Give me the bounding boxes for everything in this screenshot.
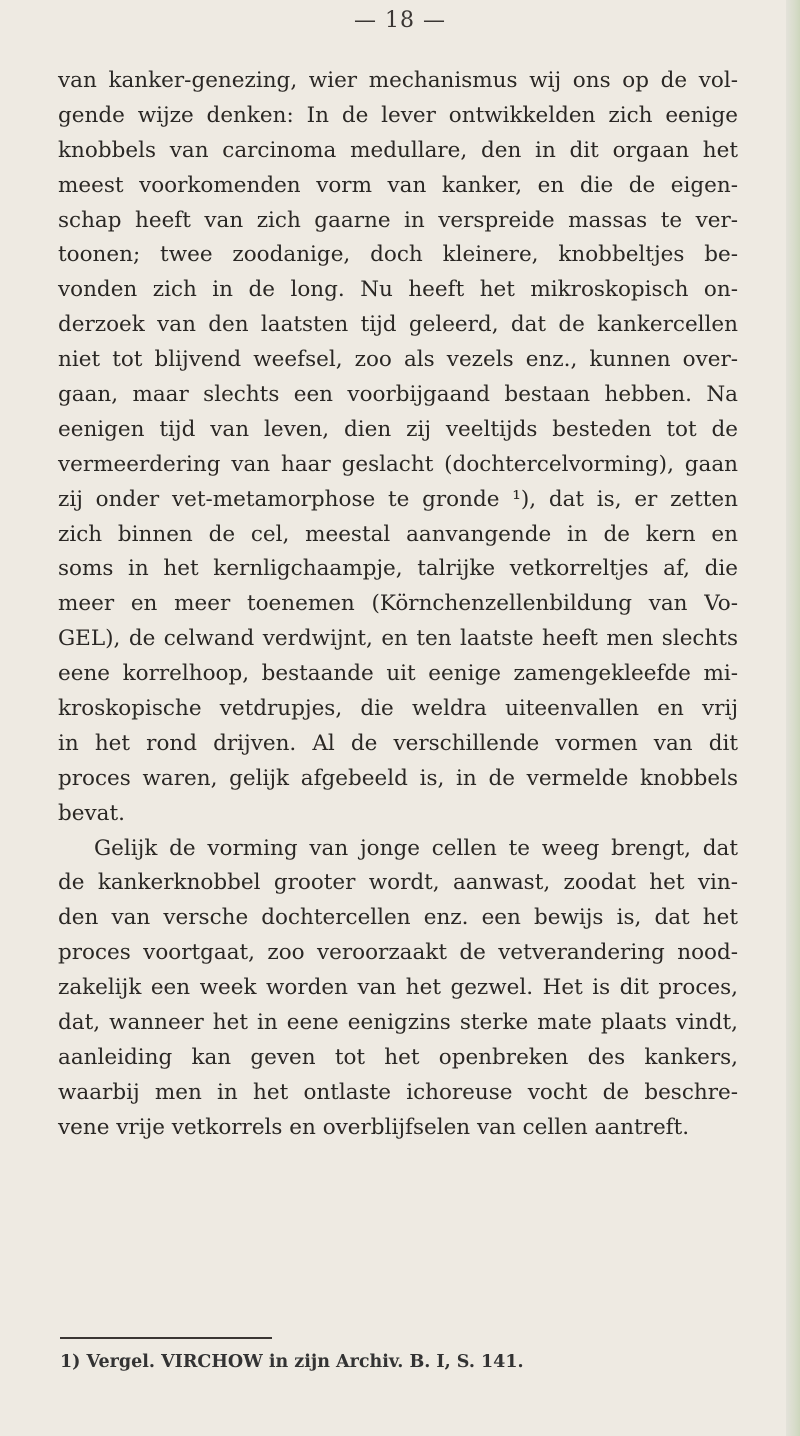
text-line: vene vrije vetkorrels en overblijfselen van cellen aantreft. <box>58 1114 690 1140</box>
text-line: zij onder vet-metamorphose te gronde ¹), dat is, er zetten <box>58 486 738 512</box>
text-line: Gelijk de vorming van jonge cellen te weeg brengt, dat <box>94 835 738 861</box>
text-line: eene korrelhoop, bestaande uit eenige zamengekleefde mi- <box>58 661 738 687</box>
text-line: proces waren, gelijk afgebeeld is, in de vermelde knobbels <box>58 765 738 791</box>
body-text <box>58 64 738 1146</box>
text-line: zakelijk een week worden van het gezwel. Het is dit proces, <box>58 975 738 1001</box>
text-line: bevat. <box>58 800 125 826</box>
footnote-divider <box>60 1337 272 1339</box>
text-line: meer en meer toenemen (Körnchenzellenbildung van Vo- <box>58 591 738 617</box>
page-edge <box>786 0 800 1436</box>
text-line: vermeerdering van haar geslacht (dochtercelvorming), gaan <box>58 451 738 477</box>
text-line: van kanker-genezing, wier mechanismus wij ons op de vol- <box>58 68 738 93</box>
text-line: kroskopische vetdrupjes, die weldra uiteenvallen en vrij <box>58 696 738 722</box>
text-line: waarbij men in het ontlaste ichoreuse vocht de beschre- <box>58 1079 738 1105</box>
text-line: de kankerknobbel grooter wordt, aanwast, zoodat het vin- <box>58 870 738 896</box>
text-line: toonen; twee zoodanige, doch kleinere, knobbeltjes be- <box>58 242 738 268</box>
text-line: proces voortgaat, zoo veroorzaakt de vetverandering nood- <box>58 940 738 966</box>
text-line: vonden zich in de long. Nu heeft het mikroskopisch on- <box>58 277 738 303</box>
text-line: in het rond drijven. Al de verschillende vormen van dit <box>58 730 738 756</box>
text-line: derzoek van den laatsten tijd geleerd, dat de kankercellen <box>58 312 738 338</box>
text-line: niet tot blijvend weefsel, zoo als vezels enz., kunnen over- <box>58 347 738 373</box>
footnote: 1) Vergel. VIRCHOW in zijn Archiv. B. I, S. 141. <box>60 1352 524 1372</box>
text-line: gende wijze denken: In de lever ontwikkelden zich eenige <box>58 102 738 128</box>
text-line: aanleiding kan geven tot het openbreken des kankers, <box>58 1044 738 1070</box>
text-line: GEL), de celwand verdwijnt, en ten laatste heeft men slechts <box>58 626 738 652</box>
text-line: meest voorkomenden vorm van kanker, en die de eigen- <box>58 172 738 198</box>
text-line: dat, wanneer het in eene eenigzins sterke mate plaats vindt, <box>58 1010 738 1036</box>
text-line: schap heeft van zich gaarne in verspreide massas te ver- <box>58 207 738 233</box>
text-line: knobbels van carcinoma medullare, den in dit orgaan het <box>58 137 738 163</box>
text-line: soms in het kernligchaampje, talrijke vetkorreltjes af, die <box>58 556 738 582</box>
text-line: eenigen tijd van leven, dien zij veeltijds besteden tot de <box>58 416 738 442</box>
text-line: zich binnen de cel, meestal aanvangende in de kern en <box>58 521 738 547</box>
text-line: den van versche dochtercellen enz. een bewijs is, dat het <box>58 905 738 931</box>
page-number-header: — 18 — <box>354 8 446 33</box>
text-line: gaan, maar slechts een voorbijgaand bestaan hebben. Na <box>58 382 738 408</box>
